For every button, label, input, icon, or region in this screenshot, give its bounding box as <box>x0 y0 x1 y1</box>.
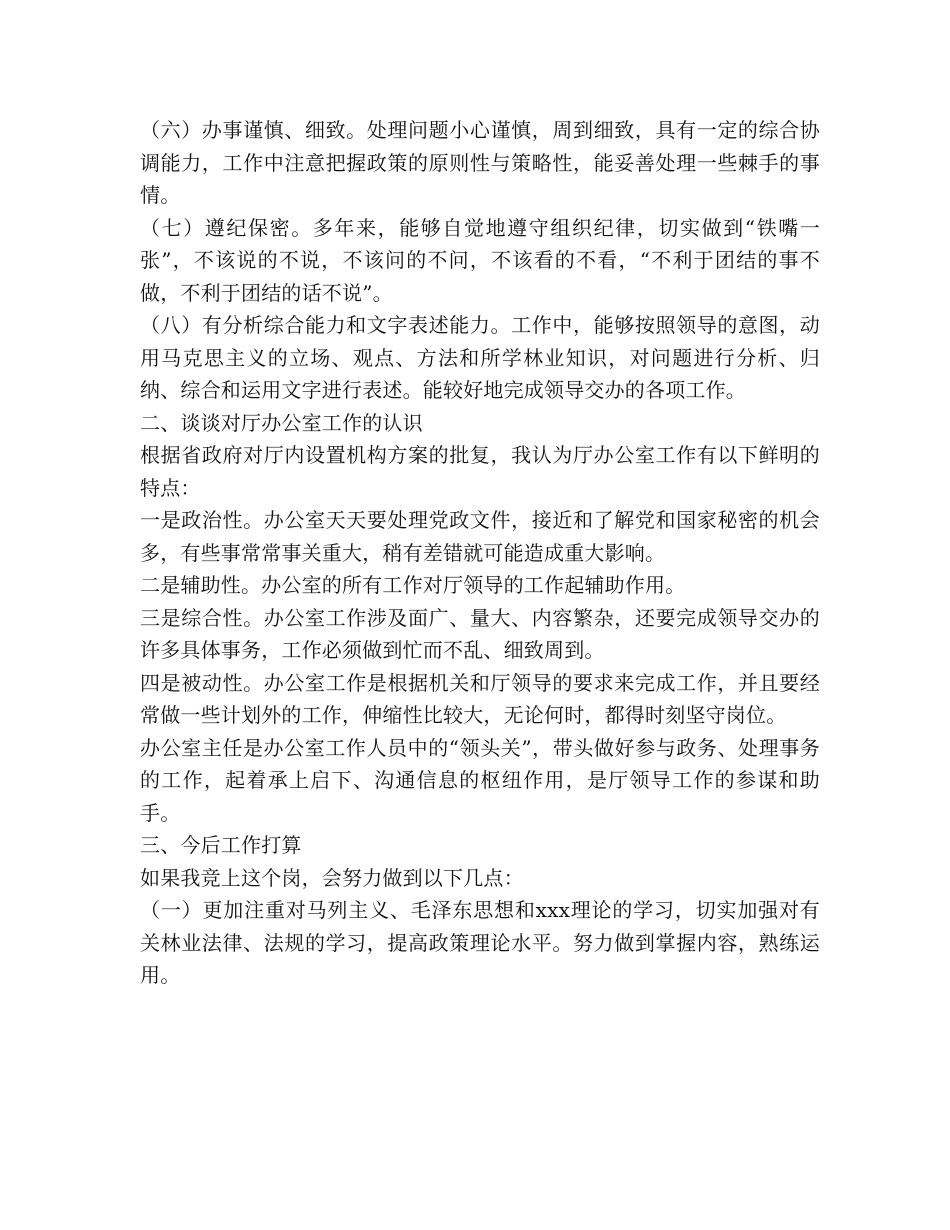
paragraph-plan-item-1: （一）更加注重对马列主义、毛泽东思想和xxx理论的学习，切实加强对有关林业法律、法规的学习，提高政策理论水平。努力做到掌握内容，熟练运用。 <box>140 898 820 987</box>
paragraph-political: 一是政治性。办公室天天要处理党政文件，接近和了解党和国家秘密的机会多，有些事常常事关重大，稍有差错就可能造成重大影响。 <box>140 508 820 565</box>
paragraph-passive: 四是被动性。办公室工作是根据机关和厅领导的要求来完成工作，并且要经常做一些计划外的工作，伸缩性比较大，无论何时，都得时刻坚守岗位。 <box>140 670 820 727</box>
paragraph-item-8-analysis: （八）有分析综合能力和文字表述能力。工作中，能够按照领导的意图，动用马克思主义的立场、观点、方法和所学林业知识，对问题进行分析、归纳、综合和运用文字进行表述。能较好地完成领导交办的各项工作。 <box>140 313 820 402</box>
paragraph-director-role: 办公室主任是办公室工作人员中的“领头关”，带头做好参与政务、处理事务的工作，起着承上启下、沟通信息的枢纽作用，是厅领导工作的参谋和助手。 <box>140 735 820 825</box>
paragraph-plan-intro: 如果我竞上这个岗，会努力做到以下几点： <box>140 865 524 890</box>
section-heading-2: 二、谈谈对厅办公室工作的认识 <box>140 410 423 435</box>
paragraph-auxiliary: 二是辅助性。办公室的所有工作对厅领导的工作起辅助作用。 <box>140 573 686 597</box>
paragraph-office-features-intro: 根据省政府对厅内设置机构方案的批复，我认为厅办公室工作有以下鲜明的特点： <box>140 443 820 500</box>
paragraph-comprehensive: 三是综合性。办公室工作涉及面广、量大、内容繁杂，还要完成领导交办的许多具体事务，工作必须做到忙而不乱、细致周到。 <box>140 605 820 662</box>
paragraph-item-7-confidentiality: （七）遵纪保密。多年来，能够自觉地遵守组织纪律，切实做到“铁嘴一张”，不该说的不说，不该问的不问，不该看的不看，“不利于团结的事不做，不利于团结的话不说”。 <box>140 215 820 305</box>
document-body <box>140 114 820 992</box>
section-heading-3: 三、今后工作打算 <box>140 833 302 857</box>
paragraph-item-6-careful: （六）办事谨慎、细致。处理问题小心谨慎，周到细致，具有一定的综合协调能力，工作中注意把握政策的原则性与策略性，能妥善处理一些棘手的事情。 <box>140 118 820 207</box>
